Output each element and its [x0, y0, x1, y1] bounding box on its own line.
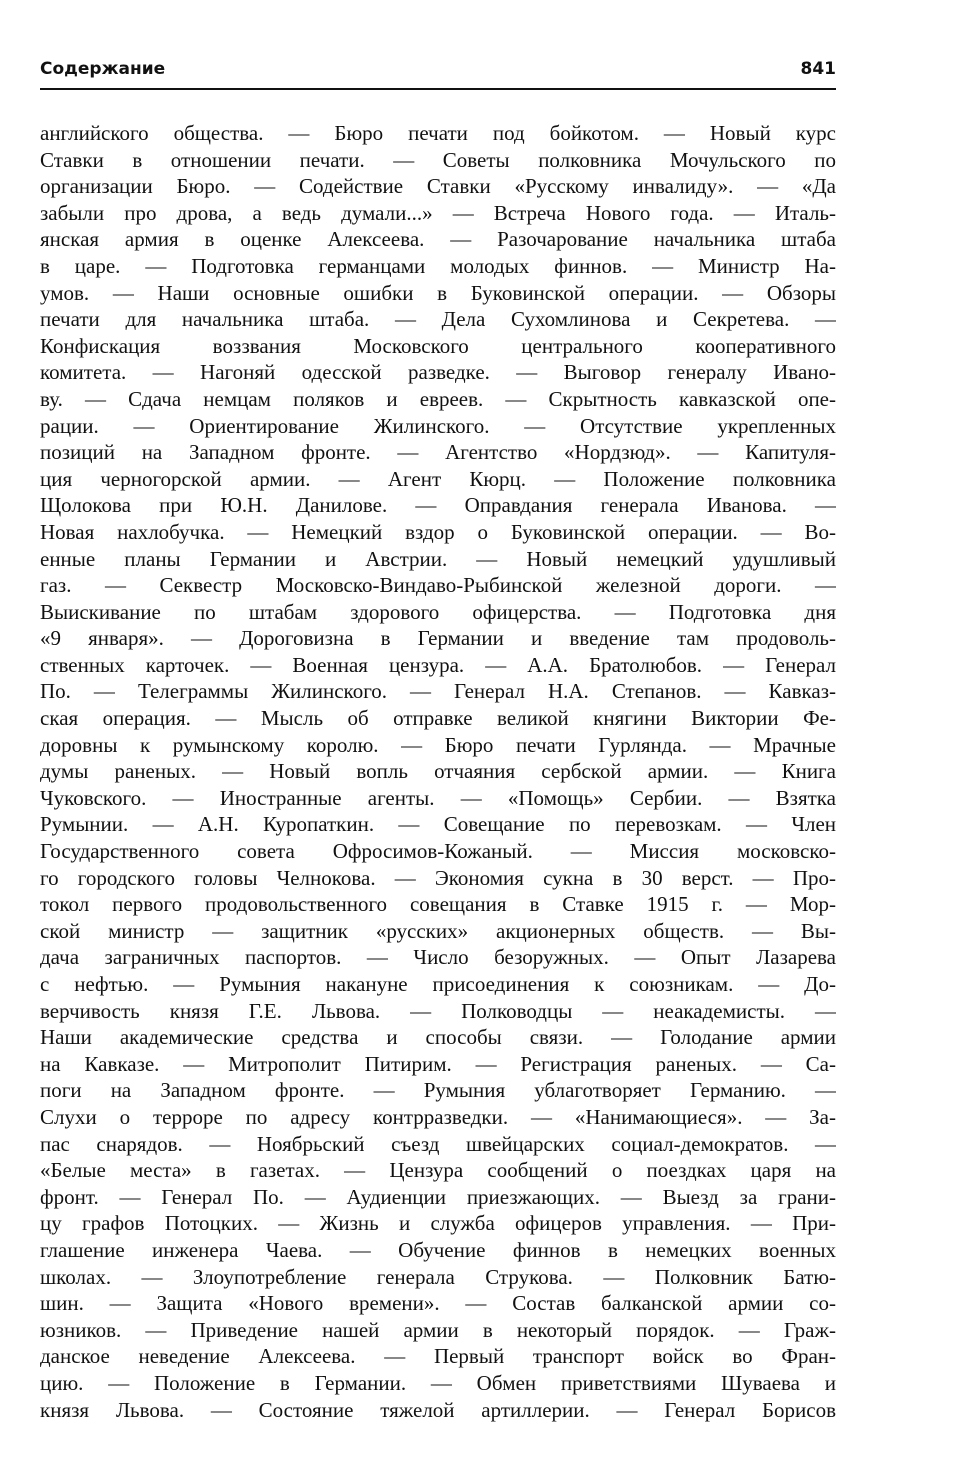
text-line: янская армия в оценке Алексеева. — Разочарование начальника штаба	[40, 227, 836, 252]
text-line: школах. — Злоупотребление генерала Струкова. — Полковник Батю-	[40, 1264, 836, 1289]
text-line: князя Львова. — Состояние тяжелой артиллерии. — Генерал Борисов	[40, 1397, 836, 1422]
text-line: рации. — Ориентирование Жилинского. — Отсутствие укрепленных	[40, 413, 836, 438]
text-line: поги на Западном фронте. — Румыния ублаготворяет Германию. —	[40, 1078, 836, 1103]
text-line: По. — Телеграммы Жилинского. — Генерал Н.А. Степанов. — Кавказ-	[40, 679, 836, 704]
text-line: Наши академические средства и способы связи. — Голодание армии	[40, 1025, 836, 1050]
text-line: ция черногорской армии. — Агент Кюрц. — Положение полковника	[40, 466, 836, 491]
running-title: Содержание	[40, 59, 166, 79]
text-line: Конфискация воззвания Московского центрального кооперативного	[40, 333, 836, 358]
text-line: ской министр — защитник «русских» акционерных обществ. — Вы-	[40, 918, 836, 943]
text-line: ву. — Сдача немцам поляков и евреев. — Скрытность кавказской опе-	[40, 386, 836, 411]
text-line: цу графов Потоцких. — Жизнь и служба офицеров управления. — При-	[40, 1211, 836, 1236]
text-line: в царе. — Подготовка германцами молодых финнов. — Министр На-	[40, 253, 836, 278]
text-line: цию. — Положение в Германии. — Обмен приветствиями Шуваева и	[40, 1370, 836, 1395]
text-line: го городского головы Челнокова. — Экономия сукна в 30 верст. — Про-	[40, 865, 836, 890]
text-line: Государственного совета Офросимов-Кожаный. — Миссия московско-	[40, 839, 836, 864]
text-line: английского общества. — Бюро печати под бойкотом. — Новый курс	[40, 121, 836, 145]
text-line: печати для начальника штаба. — Дела Сухомлинова и Секретева. —	[40, 307, 836, 332]
text-line: на Кавказе. — Митрополит Питирим. — Регистрация раненых. — Са-	[40, 1051, 836, 1076]
text-line: Новая нахлобучка. — Немецкий вздор о Буковинской операции. — Во-	[40, 519, 836, 544]
text-line: умов. — Наши основные ошибки в Буковинской операции. — Обзоры	[40, 280, 836, 305]
text-line: Выискивание по штабам здорового офицерства. — Подготовка дня	[40, 599, 836, 624]
text-line: забыли про дрова, а ведь думали...» — Встреча Нового года. — Италь-	[40, 200, 836, 225]
table-of-contents-text	[40, 120, 836, 1423]
text-line: пас снарядов. — Ноябрьский съезд швейцарских социал-демократов. —	[40, 1131, 836, 1156]
text-line: Чуковского. — Иностранные агенты. — «Помощь» Сербии. — Взятка	[40, 785, 836, 810]
text-line: организации Бюро. — Содействие Ставки «Русскому инвалиду». — «Да	[40, 174, 836, 199]
text-line: глашение инженера Чаева. — Обучение финнов в немецких военных	[40, 1237, 836, 1262]
text-line: позиций на Западном фронте. — Агентство «Нордзюд». — Капитуля-	[40, 440, 836, 465]
text-line: дача заграничных паспортов. — Число безоружных. — Опыт Лазарева	[40, 945, 836, 970]
running-head	[40, 56, 836, 90]
text-line: фронт. — Генерал По. — Аудиенции приезжающих. — Выезд за грани-	[40, 1184, 836, 1209]
text-line: «9 января». — Дороговизна в Германии и введение там продоволь-	[40, 626, 836, 651]
text-line: Ставки в отношении печати. — Советы полковника Мочульского по	[40, 147, 836, 172]
text-line: шин. — Защита «Нового времени». — Состав балканской армии со-	[40, 1291, 836, 1316]
text-line: Щолокова при Ю.Н. Данилове. — Оправдания генерала Иванова. —	[40, 493, 836, 518]
text-line: токол первого продовольственного совещания в Ставке 1915 г. — Мор-	[40, 892, 836, 917]
text-line: юзников. — Приведение нашей армии в некоторый порядок. — Граж-	[40, 1317, 836, 1342]
text-line: енные планы Германии и Австрии. — Новый немецкий удушливый	[40, 546, 836, 571]
text-line: газ. — Секвестр Московско-Виндаво-Рыбинской железной дороги. —	[40, 573, 836, 598]
text-line: доровны к румынскому королю. — Бюро печати Гурлянда. — Мрачные	[40, 732, 836, 757]
text-line: верчивость князя Г.Е. Львова. — Полководцы — неакадемисты. —	[40, 998, 836, 1023]
text-line: Слухи о терроре по адресу контрразведки. — «Нанимающиеся». — За-	[40, 1104, 836, 1129]
text-line: думы раненых. — Новый вопль отчаяния сербской армии. — Книга	[40, 759, 836, 784]
text-line: ственных карточек. — Военная цензура. — А.А. Братолюбов. — Генерал	[40, 652, 836, 677]
text-line: ская операция. — Мысль об отправке великой княгини Виктории Фе-	[40, 706, 836, 731]
text-line: данское неведение Алексеева. — Первый транспорт войск во Фран-	[40, 1344, 836, 1369]
text-line: «Белые места» в газетах. — Цензура сообщений о поездках царя на	[40, 1158, 836, 1183]
page-number: 841	[800, 59, 836, 79]
text-line: Румынии. — А.Н. Куропаткин. — Совещание по перевозкам. — Член	[40, 812, 836, 837]
text-line: с нефтью. — Румыния накануне присоединения к союзникам. — До-	[40, 972, 836, 996]
text-line: комитета. — Нагоняй одесской разведке. — Выговор генералу Ивано-	[40, 360, 836, 385]
